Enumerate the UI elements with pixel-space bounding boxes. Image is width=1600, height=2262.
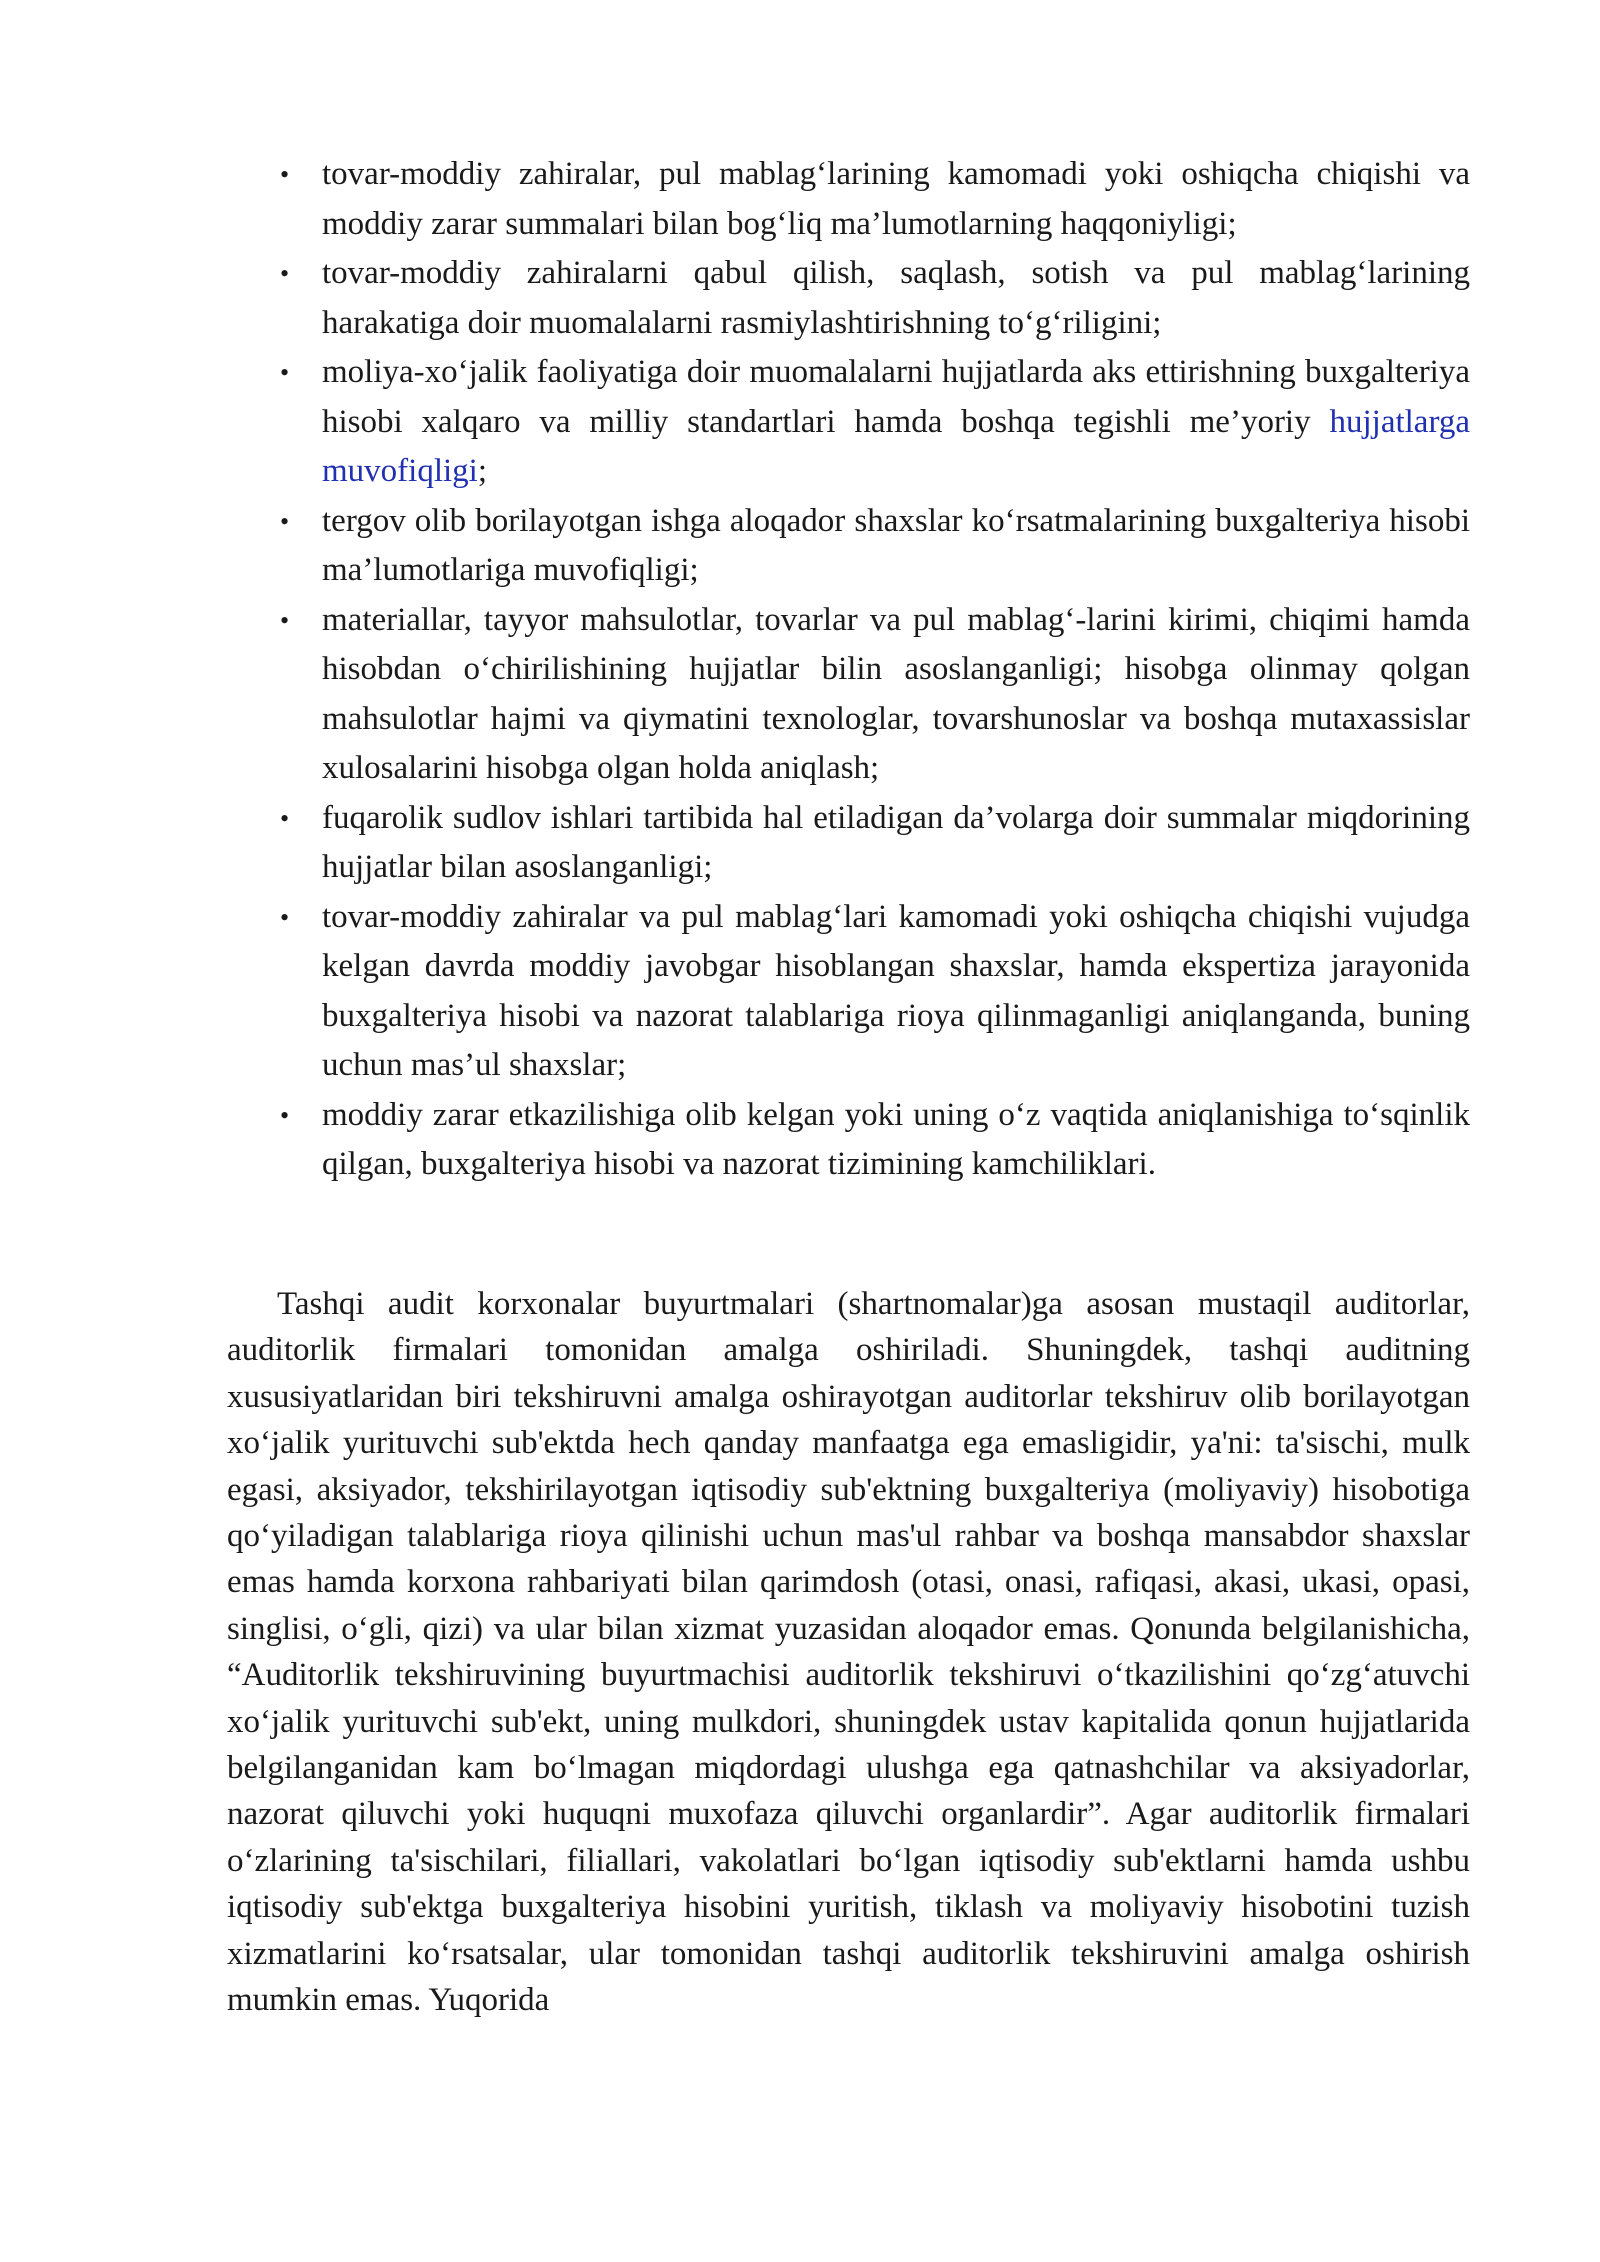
bullet-icon: • (280, 1100, 290, 1130)
list-item (280, 596, 1470, 794)
list-item (280, 794, 1470, 893)
bullet-icon: • (280, 160, 290, 189)
bullet-icon: • (280, 803, 290, 833)
list-item (280, 348, 1470, 497)
list-item-text: moddiy zarar etkazilishiga olib kelgan yoki uning o‘z vaqtida aniqlanishiga to‘sqinlik qilgan, buxgalteriya hisobi va nazorat tizimining kamchiliklari. (322, 1096, 1470, 1182)
body-paragraph: Tashqi audit korxonalar buyurtmalari (shartnomalar)ga asosan mustaqil auditorlar, auditorlik firmalari tomonidan amalga oshiriladi. Shuningdek, tashqi auditning xususiyatlaridan biri tekshiruvni amalga oshirayotgan auditorlar tekshiruv olib borilayotgan xo‘jalik yurituvchi sub'ektda hech qanday manfaatga ega emasligidir, ya'ni: ta'sischi, mulk egasi, aksiyador, tekshirilayotgan iqtisodiy sub'ektning buxgalteriya (moliyaviy) hisobotiga qo‘yiladigan talablariga rioya qilinishi uchun mas'ul rahbar va boshqa mansabdor shaxslar emas hamda korxona rahbariyati bilan qarimdosh (otasi, onasi, rafiqasi, akasi, ukasi, opasi, singlisi, o‘gli, qizi) va ular bilan xizmat yuzasidan aloqador emas. Qonunda belgilanishicha, “Auditorlik tekshiruvining buyurtmachisi auditorlik tekshiruvi o‘tkazilishini qo‘zg‘atuvchi xo‘jalik yurituvchi sub'ekt, uning mulkdori, shuningdek ustav kapitalida qonun hujjatlarida belgilanganidan kam bo‘lmagan miqdordagi ulushga ega qatnashchilar va aksiyadorlar, nazorat qiluvchi yoki huquqni muxofaza qiluvchi organlardir”. Agar auditorlik firmalari o‘zlarining ta'sischilari, filiallari, vakolatlari bo‘lgan iqtisodiy sub'ektlarni hamda ushbu iqtisodiy sub'ektga buxgalteriya hisobini yuritish, tiklash va moliyaviy hisobotini tuzish xizmatlarini ko‘rsatsalar, ular tomonidan tashqi auditorlik tekshiruvini amalga oshirish mumkin emas. Yuqorida (227, 1286, 1470, 2019)
list-item-text: tovar-moddiy zahiralarni qabul qilish, saqlash, sotish va pul mablag‘larining harakatiga doir muomalalarni rasmiylashtirishning to‘g‘riligini; (322, 255, 1470, 341)
list-item (280, 249, 1470, 348)
list-item (280, 893, 1470, 1091)
list-item-text-end: ; (477, 453, 488, 489)
bullet-icon: • (280, 605, 290, 635)
list-item (280, 150, 1470, 249)
bullet-icon: • (280, 506, 290, 536)
list-item-text: materiallar, tayyor mahsulotlar, tovarlar va pul mablag‘-larini kirimi, chiqimi hamda hisobdan o‘chirilishining hujjatlar bilin asoslanganligi; hisobga olinmay qolgan mahsulotlar hajmi va qiymatini texnologlar, tovarshunoslar va boshqa mutaxassislar xulosalarini hisobga olgan holda aniqlash; (322, 601, 1470, 786)
bullet-icon: • (280, 902, 290, 932)
list-item-text: tergov olib borilayotgan ishga aloqador shaxslar ko‘rsatmalarining buxgalteriya hisobi ma’lumotlariga muvofiqligi; (322, 502, 1470, 588)
list-item-text: fuqarolik sudlov ishlari tartibida hal etiladigan da’volarga doir summalar miqdorining hujjatlar bilan asoslanganligi; (322, 799, 1470, 885)
list-item-text: tovar-moddiy zahiralar va pul mablag‘lari kamomadi yoki oshiqcha chiqishi vujudga kelgan davrda moddiy javobgar hisoblangan shaxslar, hamda ekspertiza jarayonida buxgalteriya hisobi va nazorat talablariga rioya qilinmaganligi aniqlanganda, buning uchun mas’ul shaxslar; (322, 898, 1470, 1083)
bullet-icon: • (280, 259, 290, 288)
bullet-list (280, 150, 1470, 1190)
list-item-text: moliya-xo‘jalik faoliyatiga doir muomalalarni hujjatlarda aks ettirishning buxgalteriya hisobi xalqaro va milliy standartlari hamda boshqa tegishli me’yoriy (322, 354, 1470, 440)
list-item (280, 1091, 1470, 1190)
hyperlink[interactable]: hujjatlarga muvofiqligi (322, 403, 1470, 489)
list-item-text: tovar-moddiy zahiralar, pul mablag‘larining kamomadi yoki oshiqcha chiqishi va moddiy zarar summalari bilan bog‘liq ma’lumotlarning haqqoniyligi; (322, 156, 1470, 242)
bullet-icon: • (280, 358, 290, 387)
list-item (280, 497, 1470, 596)
